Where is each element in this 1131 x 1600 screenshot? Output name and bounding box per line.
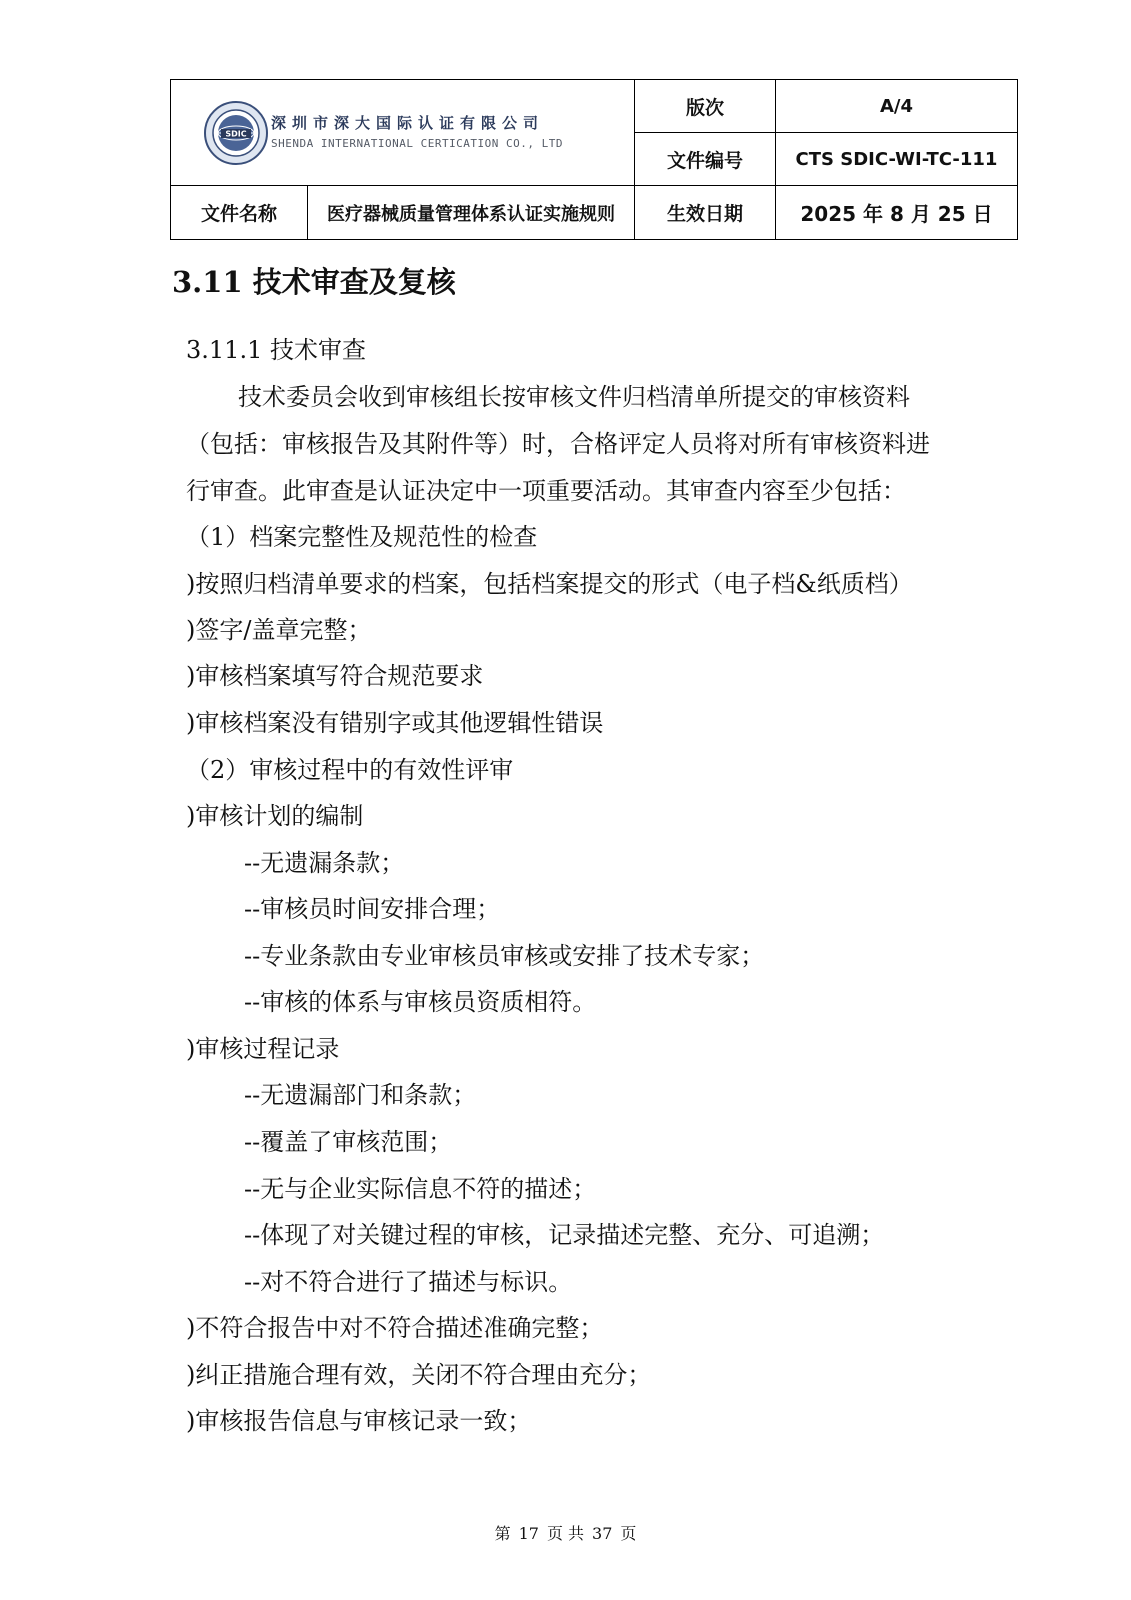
sub-list-item: --审核的体系与审核员资质相符。 (244, 988, 597, 1016)
page-middle-text: 页 共 (546, 1524, 585, 1543)
paragraph-line: 行审查。此审查是认证决定中一项重要活动。其审查内容至少包括： (186, 477, 906, 505)
seal-text: SDIC (225, 129, 247, 138)
subsection-title: 3.11.1 技术审查 (186, 336, 366, 364)
document-header-table (170, 79, 1018, 240)
section-title: 3.11 技术审查及复核 (172, 265, 456, 299)
sub-list-item: --体现了对关键过程的审核，记录描述完整、充分、可追溯； (244, 1221, 885, 1249)
sub-list-item: --审核员时间安排合理； (244, 895, 501, 923)
document-name-label: 文件名称 (171, 186, 308, 240)
list-item: )审核报告信息与审核记录一致； (186, 1407, 532, 1435)
list-item: )签字/盖章完整； (186, 616, 372, 644)
list-item: )不符合报告中对不符合描述准确完整； (186, 1314, 604, 1342)
company-seal-logo (203, 100, 269, 166)
sub-list-item: --覆盖了审核范围； (244, 1128, 453, 1156)
list-item: )审核档案填写符合规范要求 (186, 662, 484, 690)
page-suffix: 页 (620, 1524, 637, 1543)
paragraph-line: 技术委员会收到审核组长按审核文件归档清单所提交的审核资料 (238, 383, 910, 411)
list-item: )审核计划的编制 (186, 802, 364, 830)
company-name-english: SHENDA INTERNATIONAL CERTICATION CO., LTD (271, 137, 564, 150)
sub-list-item: --专业条款由专业审核员审核或安排了技术专家； (244, 942, 765, 970)
effective-date-label: 生效日期 (635, 186, 776, 240)
current-page-number: 17 (518, 1524, 539, 1543)
page-footer (0, 1524, 1131, 1544)
list-item: )纠正措施合理有效，关闭不符合理由充分； (186, 1361, 652, 1389)
sub-list-item: --对不符合进行了描述与标识。 (244, 1268, 573, 1296)
sub-list-item: --无与企业实际信息不符的描述； (244, 1175, 597, 1203)
version-label: 版次 (635, 80, 776, 133)
list-heading: （1）档案完整性及规范性的检查 (186, 523, 538, 551)
list-item: )按照归档清单要求的档案，包括档案提交的形式（电子档&纸质档） (186, 570, 913, 598)
document-name-value: 医疗器械质量管理体系认证实施规则 (308, 186, 635, 240)
page-prefix: 第 (494, 1524, 511, 1543)
sub-list-item: --无遗漏部门和条款； (244, 1081, 477, 1109)
company-name-chinese: 深圳市深大国际认证有限公司 (271, 114, 545, 132)
total-page-count: 37 (592, 1524, 613, 1543)
document-number-value: CTS SDIC-WI-TC-111 (776, 133, 1018, 186)
effective-date-value: 2025 年 8 月 25 日 (776, 186, 1018, 240)
list-heading: （2）审核过程中的有效性评审 (186, 756, 514, 784)
version-value: A/4 (776, 80, 1018, 133)
list-item: )审核过程记录 (186, 1035, 340, 1063)
document-number-label: 文件编号 (635, 133, 776, 186)
sub-list-item: --无遗漏条款； (244, 849, 405, 877)
paragraph-line: （包括：审核报告及其附件等）时，合格评定人员将对所有审核资料进 (186, 430, 930, 458)
list-item: )审核档案没有错别字或其他逻辑性错误 (186, 709, 604, 737)
company-logo-cell (171, 80, 635, 186)
